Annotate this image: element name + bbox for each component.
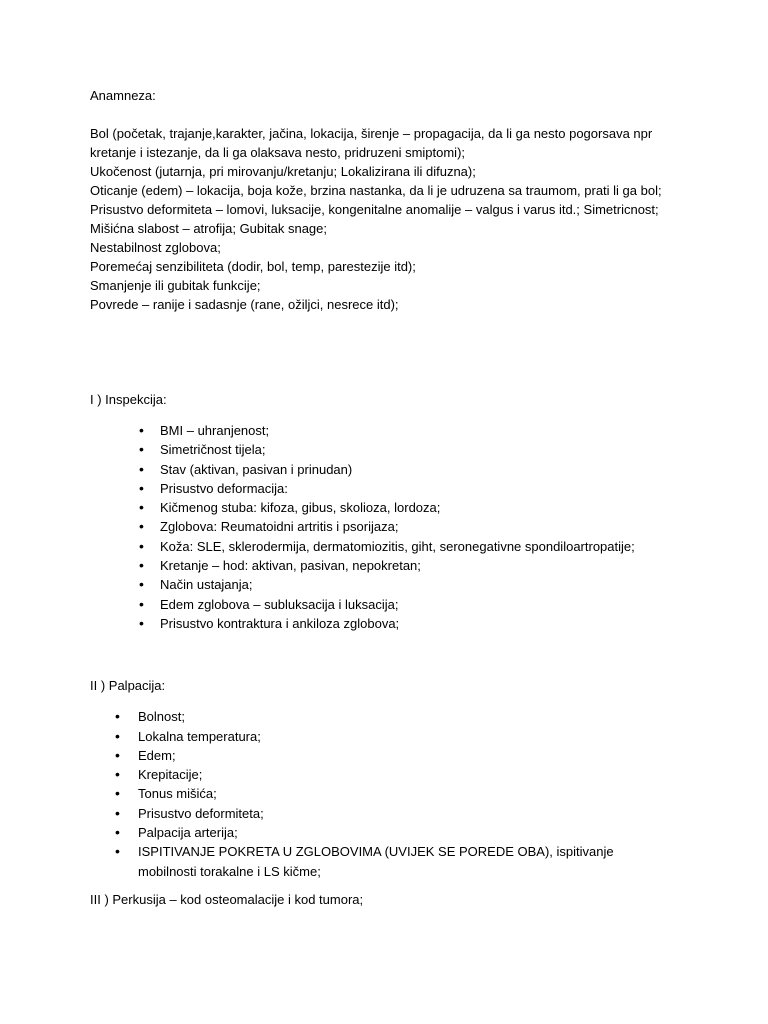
spacer (90, 409, 690, 421)
palpacija-heading: II ) Palpacija: (90, 678, 166, 694)
anamneza-line: Bol (početak, trajanje,karakter, jačina, lokacija, širenje – propagacija, da li ga nesto pogorsava npr (90, 126, 653, 141)
anamneza-line: Oticanje (edem) – lokacija, boja kože, brzina nastanka, da li je udruzena sa traumom, prati li ga bol; (90, 183, 662, 198)
list-item: • Edem; (90, 746, 650, 765)
list-item: • Tonus mišića; (90, 784, 650, 803)
list-item: • ISPITIVANJE POKRETA U ZGLOBOVIMA (UVIJEK SE POREDE OBA), ispitivanje mobilnosti torakalne i LS kičme; (90, 842, 650, 881)
palpacija-list (90, 707, 650, 881)
list-item: • Kičmenog stuba: kifoza, gibus, skolioza, lordoza; (90, 498, 690, 517)
perkusija-heading: III ) Perkusija – kod osteomalacije i kod tumora; (90, 891, 364, 907)
list-item: • Palpacija arterija; (90, 823, 650, 842)
list-item: • Bolnost; (90, 707, 650, 726)
list-item: • Koža: SLE, sklerodermija, dermatomiozitis, giht, seronegativne spondiloartropatije; (90, 537, 690, 556)
inspekcija-heading: I ) Inspekcija: (90, 392, 167, 407)
anamneza-line: Prisustvo deformiteta – lomovi, luksacije, kongenitalne anomalije – valgus i varus itd.; Simetricnost; (90, 202, 659, 217)
list-item: • Krepitacije; (90, 765, 650, 784)
list-item: • Edem zglobova – subluksacija i luksacija; (90, 595, 690, 614)
spacer (90, 105, 690, 124)
spacer (90, 695, 690, 707)
anamneza-line: kretanje i istezanje, da li ga olaksava nesto, pridruzeni smiptomi); (90, 145, 466, 160)
document-page (90, 86, 690, 909)
list-item: • Lokalna temperatura; (90, 727, 650, 746)
list-item: • Prisustvo deformiteta; (90, 804, 650, 823)
anamneza-line: Mišićna slabost – atrofija; Gubitak snage; (90, 221, 328, 236)
anamneza-line: Nestabilnost zglobova; (90, 240, 221, 255)
spacer (90, 881, 690, 890)
list-item: • Prisustvo kontraktura i ankiloza zglobova; (90, 614, 690, 633)
anamneza-line: Poremećaj senzibiliteta (dodir, bol, temp, parestezije itd); (90, 259, 416, 274)
anamneza-body (90, 124, 690, 314)
anamneza-line: Smanjenje ili gubitak funkcije; (90, 278, 261, 293)
list-item: • Način ustajanja; (90, 575, 690, 594)
list-item: • Prisustvo deformacija: (90, 479, 690, 498)
inspekcija-list (90, 421, 690, 633)
anamneza-heading: Anamneza: (90, 88, 156, 103)
anamneza-line: Povrede – ranije i sadasnje (rane, ožiljci, nesrece itd); (90, 297, 399, 312)
list-item: • Simetričnost tijela; (90, 440, 690, 459)
list-item: • Kretanje – hod: aktivan, pasivan, nepokretan; (90, 556, 690, 575)
spacer (90, 633, 690, 676)
list-item: • BMI – uhranjenost; (90, 421, 690, 440)
list-item: • Stav (aktivan, pasivan i prinudan) (90, 460, 690, 479)
spacer (90, 314, 690, 390)
anamneza-line: Ukočenost (jutarnja, pri mirovanju/kretanju; Lokalizirana ili difuzna); (90, 164, 476, 179)
list-item: • Zglobova: Reumatoidni artritis i psorijaza; (90, 517, 690, 536)
